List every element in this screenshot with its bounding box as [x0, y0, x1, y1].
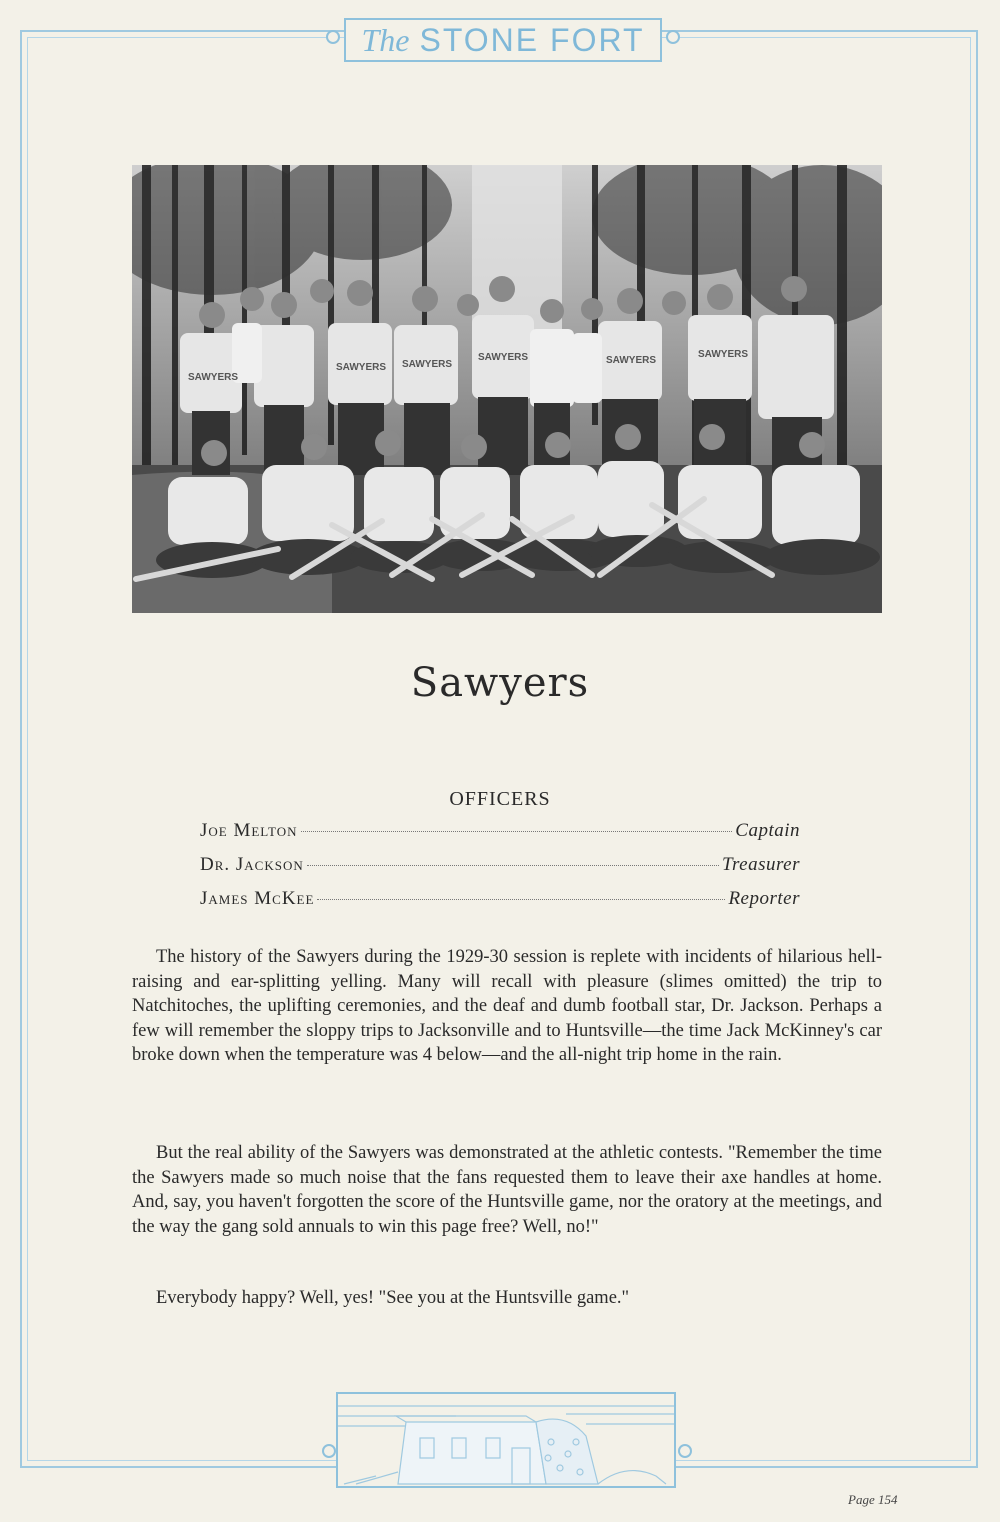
officer-row-reporter	[200, 888, 800, 914]
officer-role: Treasurer	[721, 854, 800, 875]
history-paragraph: The history of the Sawyers during the 1929-30 session is replete with incidents of hilarious hell-raising and ear-splitting yelling. Many will recall with pleasure (slimes omitted) the trip to Natchitoches, the uplifting ceremonies, and the deaf and dumb football star, Dr. Jackson. Perhaps a few will remember the sloppy trips to Jacksonville and to Huntsville—the time Jack McKinney's car broke down when the temperature was 4 below—and the all-night trip home in the rain.	[132, 947, 882, 1065]
header-title: STONE FORT	[419, 21, 645, 58]
svg-text:SAWYERS: SAWYERS	[478, 352, 529, 363]
dotted-leader	[317, 899, 725, 900]
header-ornament-left-icon	[326, 30, 340, 44]
officer-name: James McKee	[200, 888, 315, 909]
dotted-leader	[307, 865, 719, 866]
svg-text:SAWYERS: SAWYERS	[606, 355, 657, 366]
officers-heading: OFFICERS	[449, 788, 551, 810]
svg-text:SAWYERS: SAWYERS	[188, 372, 239, 383]
page-number: Page 154	[848, 1492, 898, 1507]
officer-role: Captain	[735, 820, 800, 841]
officer-row-treasurer	[200, 854, 800, 880]
header-banner	[344, 18, 662, 62]
header-ornament-right-icon	[666, 30, 680, 44]
footer-ornament-left-icon	[322, 1444, 336, 1458]
stone-fort-vignette-icon	[336, 1392, 676, 1488]
officer-name: Joe Melton	[200, 820, 298, 841]
header-the: The	[361, 21, 410, 58]
closing-paragraph: Everybody happy? Well, yes! "See you at the Huntsville game."	[156, 1288, 630, 1308]
ability-paragraph: But the real ability of the Sawyers was demonstrated at the athletic contests. "Remember the time the Sawyers made so much noise that the fans requested them to leave their axe handles at home. And, say, you haven't forgotten the score of the Huntsville game, nor the oratory at the meetings, and the way the gang sold annuals to win this page free? Well, no!"	[132, 1143, 882, 1237]
page-title: Sawyers	[410, 660, 590, 706]
footer-ornament-right-icon	[678, 1444, 692, 1458]
team-photo-image	[132, 165, 882, 613]
dotted-leader	[301, 831, 733, 832]
officer-role: Reporter	[728, 888, 800, 909]
svg-text:SAWYERS: SAWYERS	[402, 359, 453, 370]
svg-text:SAWYERS: SAWYERS	[698, 349, 749, 360]
officer-row-captain	[200, 820, 800, 846]
officer-name: Dr. Jackson	[200, 854, 304, 875]
svg-text:SAWYERS: SAWYERS	[336, 362, 387, 373]
